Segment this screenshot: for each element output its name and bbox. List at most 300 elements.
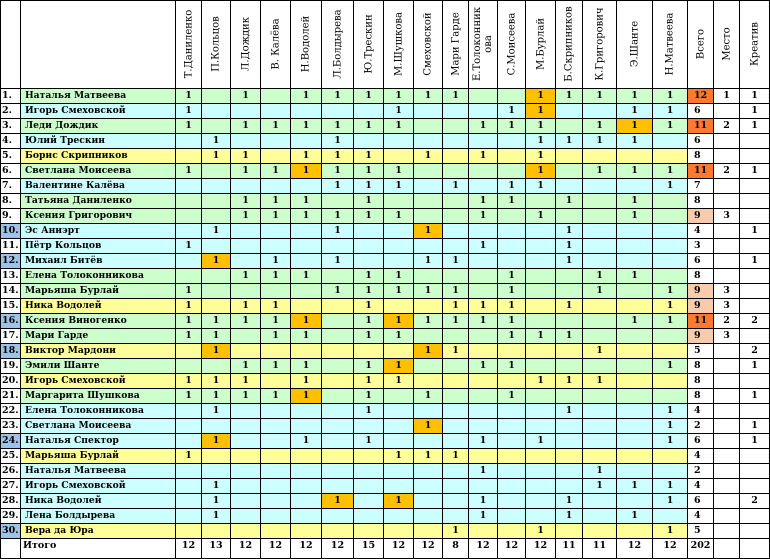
score-cell[interactable]: 1 xyxy=(617,194,653,209)
score-cell[interactable]: 1 xyxy=(526,524,556,539)
score-cell[interactable] xyxy=(653,269,688,284)
kreativ-cell[interactable] xyxy=(740,374,770,389)
score-cell[interactable]: 1 xyxy=(469,509,498,524)
row-number[interactable]: 27. xyxy=(0,479,21,494)
total-cell[interactable]: 5 xyxy=(688,344,714,359)
score-cell[interactable]: 1 xyxy=(443,314,469,329)
total-cell[interactable]: 8 xyxy=(688,374,714,389)
row-number[interactable]: 21. xyxy=(0,389,21,404)
place-cell[interactable]: 3 xyxy=(714,284,740,299)
kreativ-cell[interactable]: 1 xyxy=(740,419,770,434)
score-cell[interactable]: 1 xyxy=(231,194,261,209)
score-cell[interactable]: 1 xyxy=(384,269,414,284)
score-cell[interactable]: 1 xyxy=(469,314,498,329)
score-cell[interactable] xyxy=(498,374,526,389)
score-cell[interactable] xyxy=(469,254,498,269)
score-cell[interactable] xyxy=(176,464,202,479)
total-cell[interactable]: 4 xyxy=(688,449,714,464)
score-cell[interactable] xyxy=(498,479,526,494)
row-number[interactable]: 24. xyxy=(0,434,21,449)
summary-column-header[interactable] xyxy=(714,0,740,89)
score-cell[interactable]: 1 xyxy=(231,209,261,224)
score-cell[interactable]: 1 xyxy=(414,344,443,359)
score-cell[interactable]: 1 xyxy=(617,314,653,329)
score-cell[interactable] xyxy=(526,464,556,479)
score-cell[interactable]: 1 xyxy=(498,104,526,119)
score-cell[interactable]: 1 xyxy=(202,344,231,359)
kreativ-cell[interactable] xyxy=(740,329,770,344)
score-cell[interactable] xyxy=(261,179,291,194)
score-cell[interactable] xyxy=(617,524,653,539)
score-cell[interactable] xyxy=(384,134,414,149)
score-cell[interactable]: 1 xyxy=(354,179,384,194)
score-cell[interactable] xyxy=(498,239,526,254)
score-cell[interactable] xyxy=(653,254,688,269)
score-cell[interactable]: 1 xyxy=(653,89,688,104)
score-cell[interactable]: 1 xyxy=(469,209,498,224)
score-cell[interactable]: 1 xyxy=(414,389,443,404)
score-cell[interactable] xyxy=(526,344,556,359)
kreativ-cell[interactable] xyxy=(740,404,770,419)
score-cell[interactable] xyxy=(617,449,653,464)
score-cell[interactable] xyxy=(322,479,354,494)
totals-place[interactable] xyxy=(714,539,740,559)
score-cell[interactable] xyxy=(354,494,384,509)
score-cell[interactable] xyxy=(231,104,261,119)
score-cell[interactable] xyxy=(498,419,526,434)
score-cell[interactable]: 1 xyxy=(498,299,526,314)
score-cell[interactable]: 1 xyxy=(653,164,688,179)
score-cell[interactable] xyxy=(322,419,354,434)
row-number[interactable]: 12. xyxy=(0,254,21,269)
score-cell[interactable] xyxy=(261,419,291,434)
participant-name[interactable]: Марьяша Бурлай xyxy=(21,284,176,299)
score-cell[interactable] xyxy=(176,179,202,194)
score-cell[interactable]: 1 xyxy=(291,164,322,179)
score-cell[interactable] xyxy=(231,494,261,509)
column-header[interactable] xyxy=(653,0,688,89)
score-cell[interactable]: 1 xyxy=(443,299,469,314)
kreativ-cell[interactable] xyxy=(740,509,770,524)
totals-kreativ[interactable] xyxy=(740,539,770,559)
score-cell[interactable]: 1 xyxy=(384,89,414,104)
score-cell[interactable] xyxy=(443,434,469,449)
kreativ-cell[interactable] xyxy=(740,149,770,164)
row-number[interactable]: 17. xyxy=(0,329,21,344)
column-header[interactable] xyxy=(498,0,526,89)
place-cell[interactable]: 3 xyxy=(714,329,740,344)
row-number[interactable]: 15. xyxy=(0,299,21,314)
score-cell[interactable]: 1 xyxy=(291,89,322,104)
score-cell[interactable]: 1 xyxy=(291,389,322,404)
header-corner-number[interactable] xyxy=(0,0,21,89)
score-cell[interactable]: 1 xyxy=(653,119,688,134)
place-cell[interactable] xyxy=(714,389,740,404)
score-cell[interactable] xyxy=(583,404,617,419)
score-cell[interactable] xyxy=(322,344,354,359)
score-cell[interactable] xyxy=(653,194,688,209)
score-cell[interactable] xyxy=(384,479,414,494)
score-cell[interactable] xyxy=(617,494,653,509)
score-cell[interactable] xyxy=(322,269,354,284)
score-cell[interactable]: 1 xyxy=(469,299,498,314)
participant-name[interactable]: Елена Толоконникова xyxy=(21,404,176,419)
score-cell[interactable]: 1 xyxy=(583,134,617,149)
score-cell[interactable] xyxy=(202,269,231,284)
score-cell[interactable]: 1 xyxy=(261,314,291,329)
score-cell[interactable] xyxy=(617,239,653,254)
column-total[interactable]: 12 xyxy=(176,539,202,559)
score-cell[interactable] xyxy=(498,449,526,464)
score-cell[interactable]: 1 xyxy=(176,374,202,389)
score-cell[interactable] xyxy=(291,284,322,299)
row-number[interactable]: 1. xyxy=(0,89,21,104)
score-cell[interactable] xyxy=(322,314,354,329)
score-cell[interactable]: 1 xyxy=(176,164,202,179)
score-cell[interactable] xyxy=(469,449,498,464)
score-cell[interactable] xyxy=(526,194,556,209)
column-header[interactable] xyxy=(231,0,261,89)
kreativ-cell[interactable] xyxy=(740,239,770,254)
score-cell[interactable]: 1 xyxy=(202,479,231,494)
kreativ-cell[interactable] xyxy=(740,194,770,209)
score-cell[interactable] xyxy=(653,134,688,149)
score-cell[interactable] xyxy=(414,239,443,254)
score-cell[interactable]: 1 xyxy=(354,209,384,224)
score-cell[interactable] xyxy=(176,434,202,449)
total-cell[interactable]: 11 xyxy=(688,164,714,179)
score-cell[interactable]: 1 xyxy=(354,149,384,164)
participant-name[interactable]: Наталья Спектор xyxy=(21,434,176,449)
score-cell[interactable]: 1 xyxy=(469,149,498,164)
participant-name[interactable]: Игорь Смеховской xyxy=(21,104,176,119)
score-cell[interactable] xyxy=(617,419,653,434)
column-total[interactable]: 12 xyxy=(469,539,498,559)
score-cell[interactable] xyxy=(526,389,556,404)
kreativ-cell[interactable] xyxy=(740,179,770,194)
place-cell[interactable] xyxy=(714,179,740,194)
row-number[interactable]: 11. xyxy=(0,239,21,254)
score-cell[interactable]: 1 xyxy=(653,479,688,494)
score-cell[interactable] xyxy=(231,284,261,299)
score-cell[interactable]: 1 xyxy=(443,344,469,359)
score-cell[interactable]: 1 xyxy=(469,239,498,254)
participant-name[interactable]: Светлана Моисеева xyxy=(21,419,176,434)
score-cell[interactable] xyxy=(526,419,556,434)
kreativ-cell[interactable] xyxy=(740,299,770,314)
score-cell[interactable] xyxy=(261,89,291,104)
place-cell[interactable] xyxy=(714,479,740,494)
row-number[interactable]: 2. xyxy=(0,104,21,119)
score-cell[interactable]: 1 xyxy=(291,149,322,164)
score-cell[interactable] xyxy=(231,419,261,434)
score-cell[interactable]: 1 xyxy=(231,389,261,404)
score-cell[interactable] xyxy=(322,404,354,419)
score-cell[interactable] xyxy=(526,314,556,329)
place-cell[interactable] xyxy=(714,224,740,239)
score-cell[interactable] xyxy=(231,344,261,359)
score-cell[interactable] xyxy=(653,389,688,404)
score-cell[interactable]: 1 xyxy=(583,164,617,179)
score-cell[interactable]: 1 xyxy=(469,434,498,449)
score-cell[interactable]: 1 xyxy=(617,269,653,284)
score-cell[interactable] xyxy=(414,209,443,224)
score-cell[interactable] xyxy=(414,479,443,494)
score-cell[interactable]: 1 xyxy=(617,119,653,134)
kreativ-cell[interactable] xyxy=(740,134,770,149)
score-cell[interactable] xyxy=(261,434,291,449)
score-cell[interactable]: 1 xyxy=(354,89,384,104)
column-header[interactable] xyxy=(414,0,443,89)
participant-name[interactable]: Наталья Матвеева xyxy=(21,464,176,479)
place-cell[interactable]: 3 xyxy=(714,209,740,224)
kreativ-cell[interactable]: 1 xyxy=(740,89,770,104)
kreativ-cell[interactable] xyxy=(740,524,770,539)
score-cell[interactable]: 1 xyxy=(384,284,414,299)
score-cell[interactable]: 1 xyxy=(653,284,688,299)
score-cell[interactable] xyxy=(354,509,384,524)
score-cell[interactable] xyxy=(443,224,469,239)
score-cell[interactable] xyxy=(469,344,498,359)
score-cell[interactable] xyxy=(261,134,291,149)
score-cell[interactable] xyxy=(384,509,414,524)
score-cell[interactable] xyxy=(231,224,261,239)
score-cell[interactable] xyxy=(583,494,617,509)
score-cell[interactable]: 1 xyxy=(231,269,261,284)
score-cell[interactable]: 1 xyxy=(384,374,414,389)
participant-name[interactable]: Марьяша Бурлай xyxy=(21,449,176,464)
header-corner-name[interactable] xyxy=(21,0,176,89)
score-cell[interactable] xyxy=(498,209,526,224)
score-cell[interactable] xyxy=(469,374,498,389)
score-cell[interactable]: 1 xyxy=(526,434,556,449)
score-cell[interactable] xyxy=(354,239,384,254)
score-cell[interactable]: 1 xyxy=(176,104,202,119)
score-cell[interactable]: 1 xyxy=(526,209,556,224)
total-cell[interactable]: 8 xyxy=(688,389,714,404)
score-cell[interactable]: 1 xyxy=(526,374,556,389)
score-cell[interactable] xyxy=(443,419,469,434)
score-cell[interactable]: 1 xyxy=(202,314,231,329)
score-cell[interactable] xyxy=(469,404,498,419)
score-cell[interactable] xyxy=(261,494,291,509)
total-cell[interactable]: 8 xyxy=(688,194,714,209)
score-cell[interactable] xyxy=(443,329,469,344)
summary-column-header[interactable] xyxy=(740,0,770,89)
score-cell[interactable]: 1 xyxy=(322,179,354,194)
score-cell[interactable]: 1 xyxy=(583,269,617,284)
score-cell[interactable] xyxy=(384,149,414,164)
score-cell[interactable]: 1 xyxy=(443,524,469,539)
place-cell[interactable] xyxy=(714,404,740,419)
participant-name[interactable]: Елена Толоконникова xyxy=(21,269,176,284)
score-cell[interactable]: 1 xyxy=(291,359,322,374)
score-cell[interactable] xyxy=(414,509,443,524)
score-cell[interactable]: 1 xyxy=(556,89,583,104)
column-total[interactable]: 15 xyxy=(354,539,384,559)
score-cell[interactable] xyxy=(617,149,653,164)
score-cell[interactable] xyxy=(443,359,469,374)
participant-name[interactable]: Виктор Мардони xyxy=(21,344,176,359)
score-cell[interactable]: 1 xyxy=(354,314,384,329)
row-number[interactable]: 19. xyxy=(0,359,21,374)
score-cell[interactable] xyxy=(384,434,414,449)
score-cell[interactable]: 1 xyxy=(354,359,384,374)
participant-name[interactable]: Наталья Матвеева xyxy=(21,89,176,104)
column-total[interactable]: 13 xyxy=(202,539,231,559)
score-cell[interactable]: 1 xyxy=(556,404,583,419)
score-cell[interactable]: 1 xyxy=(583,344,617,359)
score-cell[interactable] xyxy=(583,179,617,194)
score-cell[interactable] xyxy=(202,194,231,209)
score-cell[interactable]: 1 xyxy=(322,284,354,299)
score-cell[interactable]: 1 xyxy=(176,239,202,254)
participant-name[interactable]: Ксения Виногенко xyxy=(21,314,176,329)
row-number[interactable]: 7. xyxy=(0,179,21,194)
score-cell[interactable] xyxy=(202,239,231,254)
score-cell[interactable] xyxy=(556,209,583,224)
score-cell[interactable] xyxy=(261,509,291,524)
score-cell[interactable] xyxy=(617,254,653,269)
score-cell[interactable] xyxy=(176,254,202,269)
participant-name[interactable]: Леди Дождик xyxy=(21,119,176,134)
score-cell[interactable] xyxy=(384,464,414,479)
score-cell[interactable]: 1 xyxy=(202,254,231,269)
score-cell[interactable]: 1 xyxy=(443,89,469,104)
score-cell[interactable]: 1 xyxy=(291,434,322,449)
score-cell[interactable] xyxy=(291,524,322,539)
score-cell[interactable]: 1 xyxy=(556,254,583,269)
score-cell[interactable] xyxy=(291,104,322,119)
score-cell[interactable] xyxy=(556,269,583,284)
place-cell[interactable]: 2 xyxy=(714,119,740,134)
score-cell[interactable] xyxy=(556,389,583,404)
score-cell[interactable]: 1 xyxy=(202,509,231,524)
score-cell[interactable] xyxy=(469,269,498,284)
score-cell[interactable] xyxy=(556,524,583,539)
score-cell[interactable]: 1 xyxy=(291,209,322,224)
score-cell[interactable]: 1 xyxy=(556,374,583,389)
score-cell[interactable]: 1 xyxy=(291,119,322,134)
participant-name[interactable]: Эс Аниэрт xyxy=(21,224,176,239)
score-cell[interactable]: 1 xyxy=(384,329,414,344)
score-cell[interactable]: 1 xyxy=(291,194,322,209)
score-cell[interactable] xyxy=(414,134,443,149)
score-cell[interactable] xyxy=(556,344,583,359)
total-cell[interactable]: 4 xyxy=(688,509,714,524)
score-cell[interactable]: 1 xyxy=(414,449,443,464)
score-cell[interactable] xyxy=(526,449,556,464)
row-number[interactable]: 6. xyxy=(0,164,21,179)
score-cell[interactable] xyxy=(583,509,617,524)
score-cell[interactable]: 1 xyxy=(202,224,231,239)
column-header[interactable] xyxy=(583,0,617,89)
score-cell[interactable] xyxy=(291,404,322,419)
score-cell[interactable]: 1 xyxy=(176,314,202,329)
score-cell[interactable]: 1 xyxy=(202,434,231,449)
participant-name[interactable]: Михаил Битёв xyxy=(21,254,176,269)
score-cell[interactable]: 1 xyxy=(617,209,653,224)
score-cell[interactable]: 1 xyxy=(556,134,583,149)
participant-name[interactable]: Борис Скрипников xyxy=(21,149,176,164)
kreativ-cell[interactable] xyxy=(740,449,770,464)
total-cell[interactable]: 8 xyxy=(688,359,714,374)
participant-name[interactable]: Мари Гарде xyxy=(21,329,176,344)
total-cell[interactable]: 4 xyxy=(688,224,714,239)
score-cell[interactable] xyxy=(498,524,526,539)
place-cell[interactable] xyxy=(714,434,740,449)
score-cell[interactable] xyxy=(653,449,688,464)
kreativ-cell[interactable]: 2 xyxy=(740,344,770,359)
score-cell[interactable]: 1 xyxy=(384,449,414,464)
score-cell[interactable] xyxy=(583,239,617,254)
score-cell[interactable] xyxy=(261,449,291,464)
column-total[interactable]: 12 xyxy=(384,539,414,559)
participant-name[interactable]: Ксения Григорович xyxy=(21,209,176,224)
kreativ-cell[interactable]: 1 xyxy=(740,119,770,134)
score-cell[interactable]: 1 xyxy=(469,194,498,209)
total-cell[interactable]: 9 xyxy=(688,329,714,344)
score-cell[interactable] xyxy=(202,89,231,104)
score-cell[interactable]: 1 xyxy=(653,434,688,449)
score-cell[interactable]: 1 xyxy=(384,104,414,119)
column-header[interactable] xyxy=(176,0,202,89)
kreativ-cell[interactable]: 1 xyxy=(740,389,770,404)
score-cell[interactable] xyxy=(322,464,354,479)
score-cell[interactable]: 1 xyxy=(202,329,231,344)
score-cell[interactable] xyxy=(231,434,261,449)
score-cell[interactable]: 1 xyxy=(202,404,231,419)
total-cell[interactable]: 4 xyxy=(688,404,714,419)
score-cell[interactable] xyxy=(443,119,469,134)
score-cell[interactable] xyxy=(261,224,291,239)
column-total[interactable]: 11 xyxy=(556,539,583,559)
column-total[interactable]: 12 xyxy=(414,539,443,559)
score-cell[interactable] xyxy=(202,209,231,224)
score-cell[interactable] xyxy=(231,254,261,269)
kreativ-cell[interactable]: 1 xyxy=(740,254,770,269)
score-cell[interactable] xyxy=(202,179,231,194)
score-cell[interactable] xyxy=(384,389,414,404)
score-cell[interactable] xyxy=(498,509,526,524)
score-cell[interactable]: 1 xyxy=(176,329,202,344)
score-cell[interactable] xyxy=(176,524,202,539)
score-cell[interactable]: 1 xyxy=(322,254,354,269)
score-cell[interactable]: 1 xyxy=(498,119,526,134)
place-cell[interactable]: 1 xyxy=(714,89,740,104)
score-cell[interactable] xyxy=(261,479,291,494)
score-cell[interactable] xyxy=(498,404,526,419)
score-cell[interactable] xyxy=(443,389,469,404)
place-cell[interactable] xyxy=(714,494,740,509)
score-cell[interactable] xyxy=(322,329,354,344)
score-cell[interactable] xyxy=(443,494,469,509)
score-cell[interactable]: 1 xyxy=(617,134,653,149)
score-cell[interactable] xyxy=(414,434,443,449)
kreativ-cell[interactable]: 1 xyxy=(740,104,770,119)
score-cell[interactable]: 1 xyxy=(653,314,688,329)
column-header[interactable] xyxy=(617,0,653,89)
score-cell[interactable]: 1 xyxy=(653,179,688,194)
score-cell[interactable] xyxy=(414,299,443,314)
score-cell[interactable]: 1 xyxy=(498,314,526,329)
score-cell[interactable] xyxy=(443,464,469,479)
score-cell[interactable] xyxy=(443,239,469,254)
score-cell[interactable]: 1 xyxy=(354,374,384,389)
participant-name[interactable]: Эмили Шанте xyxy=(21,359,176,374)
score-cell[interactable] xyxy=(556,434,583,449)
column-total[interactable]: 12 xyxy=(498,539,526,559)
